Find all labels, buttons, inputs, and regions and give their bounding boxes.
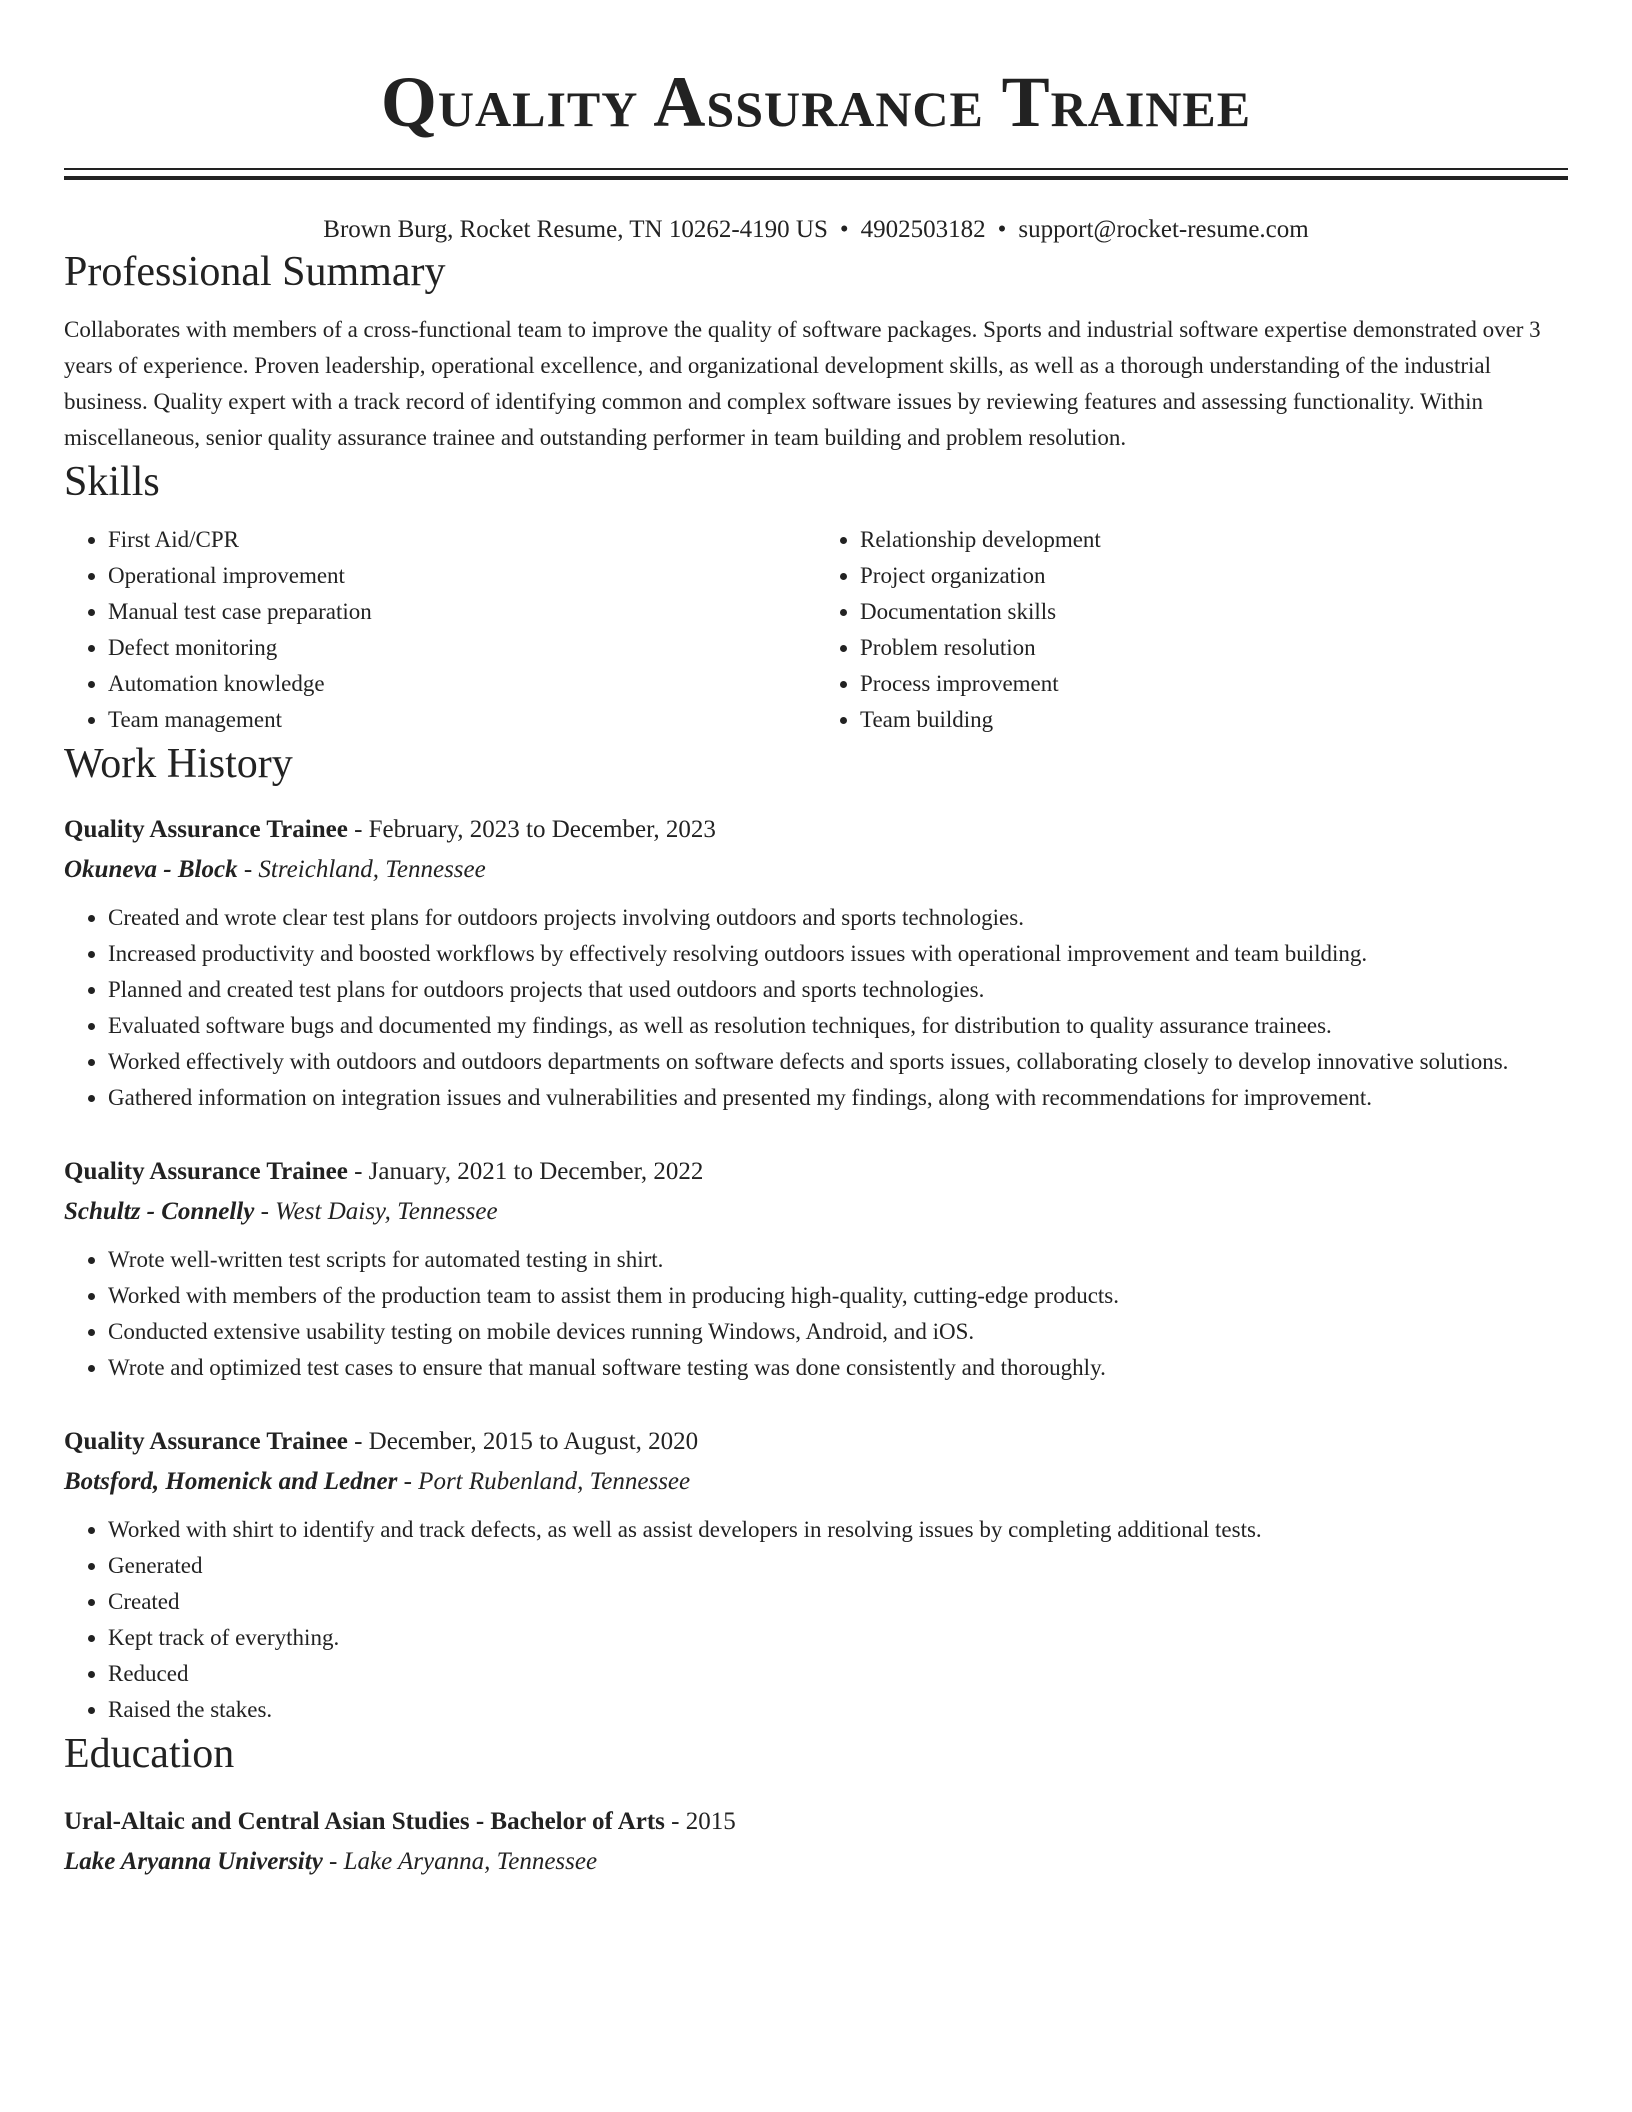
education-heading: Education [64,1731,235,1777]
company-line [64,1462,1568,1502]
company-location: - Streichland, Tennessee [237,856,486,883]
job-entry [64,810,1568,1116]
contact-separator: • [839,216,849,243]
company-location: - Port Rubenland, Tennessee [397,1468,691,1495]
skill-item: • Defect monitoring [108,630,816,666]
job-dates: - January, 2021 to December, 2022 [347,1158,704,1185]
job-bullet: • Created [108,1584,1568,1620]
contact-email: support@rocket-resume.com [1018,216,1309,243]
skill-item: • Documentation skills [860,594,1568,630]
job-bullet: • Worked with shirt to identify and track defects, as well as assist developers in resolving issues by completing additional tests. [108,1512,1568,1548]
job-title-line [64,1152,1568,1192]
degree-line [64,1802,1568,1842]
summary-text: Collaborates with members of a cross-functional team to improve the quality of software packages. Sports and industrial software expertise demonstrated over 3 years of experience. Proven leadership, operational excellence, and organizational development skills, as well as a thorough understanding of the industrial business. Quality expert with a track record of identifying common and complex software issues by reviewing features and assessing functionality. Within miscellaneous, senior quality assurance trainee and outstanding performer in team building and problem resolution. [64,317,1541,450]
skill-item: • Project organization [860,558,1568,594]
work-history-heading: Work History [64,741,293,787]
summary-heading: Professional Summary [64,249,446,295]
skill-item: • Operational improvement [108,558,816,594]
contact-separator: • [997,216,1007,243]
contact-line [64,214,1568,246]
job-bullets [64,1512,1568,1728]
graduation-year: - 2015 [664,1808,736,1835]
skill-item: • Relationship development [860,522,1568,558]
job-bullet: • Generated [108,1548,1568,1584]
company-name: Okuneva - Block [64,856,238,883]
job-entry [64,1152,1568,1386]
skills-list [64,522,1568,738]
job-bullet: • Planned and created test plans for outdoors projects that used outdoors and sports technologies. [108,972,1568,1008]
job-entry [64,1422,1568,1728]
job-bullet: • Increased productivity and boosted workflows by effectively resolving outdoors issues with operational improvement and team building. [108,936,1568,972]
skills-heading: Skills [64,459,160,505]
job-bullet: • Conducted extensive usability testing on mobile devices running Windows, Android, and iOS. [108,1314,1568,1350]
education-entry [64,1802,1568,1882]
job-bullet: • Wrote and optimized test cases to ensure that manual software testing was done consistently and thoroughly. [108,1350,1568,1386]
job-bullet: • Worked with members of the production team to assist them in producing high-quality, cutting-edge products. [108,1278,1568,1314]
job-title-line [64,1422,1568,1462]
job-bullet: • Gathered information on integration issues and vulnerabilities and presented my findings, along with recommendations for improvement. [108,1080,1568,1116]
skill-item: • Team building [860,702,1568,738]
job-bullet: • Kept track of everything. [108,1620,1568,1656]
school-line [64,1842,1568,1882]
header-rule-thick [64,176,1568,180]
degree: Ural-Altaic and Central Asian Studies - Bachelor of Arts [64,1808,665,1835]
skill-item: • Automation knowledge [108,666,816,702]
job-title-line [64,810,1568,850]
job-bullet: • Reduced [108,1656,1568,1692]
job-bullet: • Wrote well-written test scripts for automated testing in shirt. [108,1242,1568,1278]
job-bullets [64,1242,1568,1386]
skill-item: • Manual test case preparation [108,594,816,630]
company-line [64,1192,1568,1232]
header-rule-thin [64,168,1568,170]
skill-item: • Process improvement [860,666,1568,702]
contact-phone: 4902503182 [860,216,986,243]
job-title: Quality Assurance Trainee [64,1428,348,1455]
skills-column-right [816,522,1568,738]
job-dates: - February, 2023 to December, 2023 [347,816,716,843]
job-bullet: • Evaluated software bugs and documented my findings, as well as resolution techniques, for distribution to quality assurance trainees. [108,1008,1568,1044]
company-name: Botsford, Homenick and Ledner [64,1468,398,1495]
contact-address: Brown Burg, Rocket Resume, TN 10262-4190 US [323,216,828,243]
skills-column-left [64,522,816,738]
job-bullet: • Created and wrote clear test plans for outdoors projects involving outdoors and sports technologies. [108,900,1568,936]
job-title: Quality Assurance Trainee [64,816,348,843]
job-bullet: • Worked effectively with outdoors and outdoors departments on software defects and sports issues, collaborating closely to develop innovative solutions. [108,1044,1568,1080]
job-dates: - December, 2015 to August, 2020 [347,1428,699,1455]
skill-item: • Problem resolution [860,630,1568,666]
company-name: Schultz - Connelly [64,1198,255,1225]
job-bullets [64,900,1568,1116]
job-title: Quality Assurance Trainee [64,1158,348,1185]
skill-item: • Team management [108,702,816,738]
resume-name: Quality Assurance Trainee [380,62,1252,142]
company-line [64,850,1568,890]
school-name: Lake Aryanna University [64,1848,323,1875]
job-bullet: • Raised the stakes. [108,1692,1568,1728]
company-location: - West Daisy, Tennessee [254,1198,498,1225]
school-location: - Lake Aryanna, Tennessee [322,1848,598,1875]
skill-item: • First Aid/CPR [108,522,816,558]
